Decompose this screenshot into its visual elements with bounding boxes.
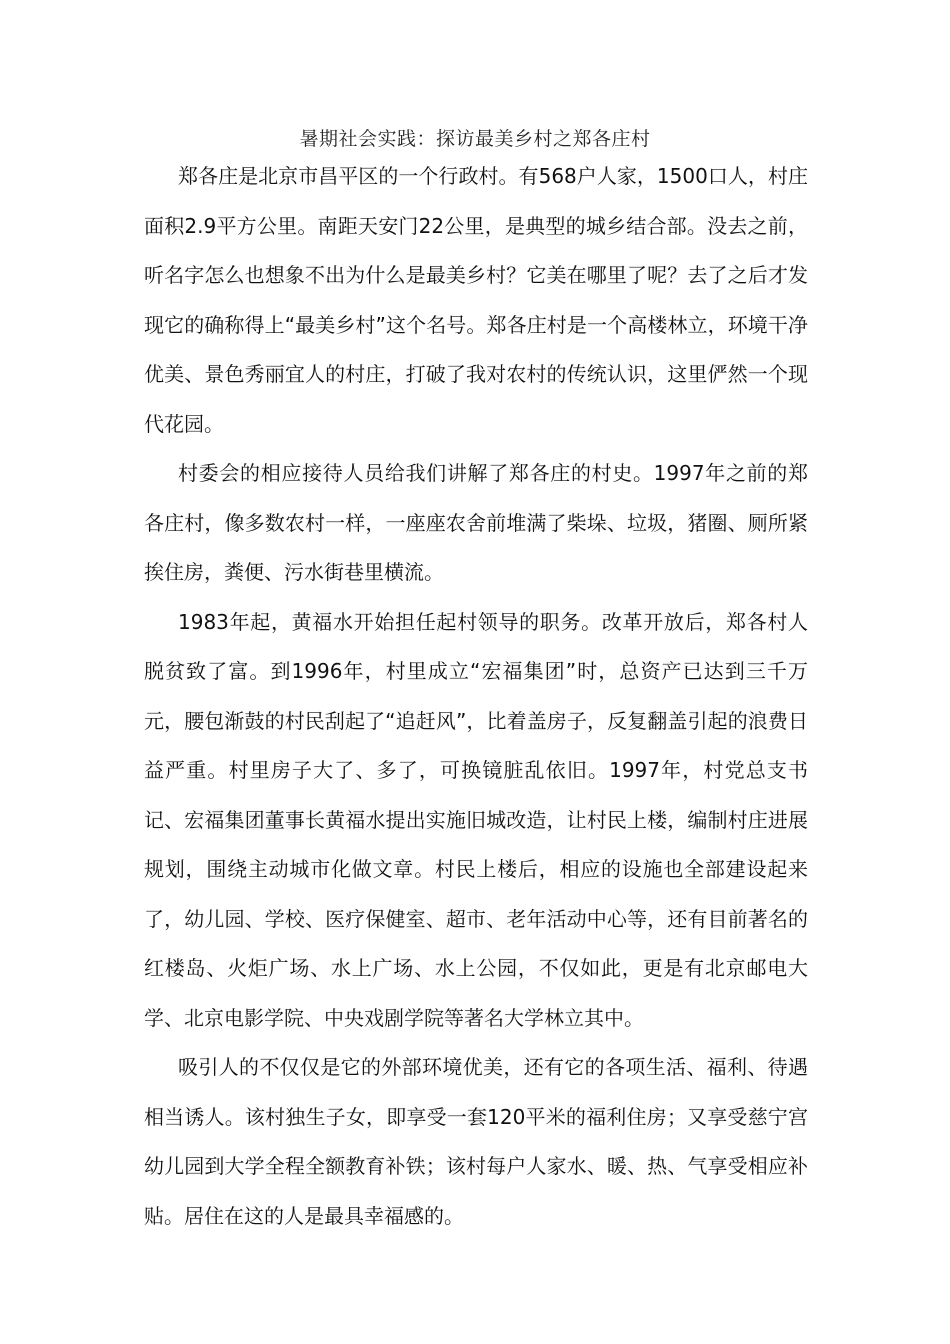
- paragraph-village-welfare: 吸引人的不仅仅是它的外部环境优美，还有它的各项生活、福利、待遇相当诱人。该村独生子女，即享受一套120平米的福利住房；又享受慈宁宫幼儿园到大学全程全额教育补铁；该村每户人家水、暖、热、气享受相应补贴。居住在这的人是最具幸福感的。: [144, 1055, 808, 1228]
- document-title: 暑期社会实践：探访最美乡村之郑各庄村: [299, 128, 651, 150]
- paragraph-village-intro: 郑各庄是北京市昌平区的一个行政村。有568户人家，1500口人，村庄面积2.9平方公里。南距天安门22公里，是典型的城乡结合部。没去之前，听名字怎么也想象不出为什么是最美乡村？它美在哪里了呢？去了之后才发现它的确称得上“最美乡村”这个名号。郑各庄村是一个高楼林立，环境干净优美、景色秀丽宜人的村庄，打破了我对农村的传统认识，这里俨然一个现代花园。: [144, 164, 808, 436]
- document-body: [144, 152, 808, 1241]
- paragraph-village-history: 村委会的相应接待人员给我们讲解了郑各庄的村史。1997年之前的郑各庄村，像多数农村一样，一座座农舍前堆满了柴垛、垃圾，猪圈、厕所紧挨住房，粪便、污水街巷里横流。: [144, 461, 808, 584]
- paragraph-village-development: 1983年起，黄福水开始担任起村领导的职务。改革开放后，郑各村人脱贫致了富。到1996年，村里成立“宏福集团”时，总资产已达到三千万元，腰包渐鼓的村民刮起了“追赶风”，比着盖房子，反复翻盖引起的浪费日益严重。村里房子大了、多了，可换镜脏乱依旧。1997年，村党总支书记、宏福集团董事长黄福水提出实施旧城改造，让村民上楼，编制村庄进展规划，围绕主动城市化做文章。村民上楼后，相应的设施也全部建设起来了，幼儿园、学校、医疗保健室、超市、老年活动中心等，还有目前著名的红楼岛、火炬广场、水上广场、水上公园，不仅如此，更是有北京邮电大学、北京电影学院、中央戏剧学院等著名大学林立其中。: [144, 609, 808, 1030]
